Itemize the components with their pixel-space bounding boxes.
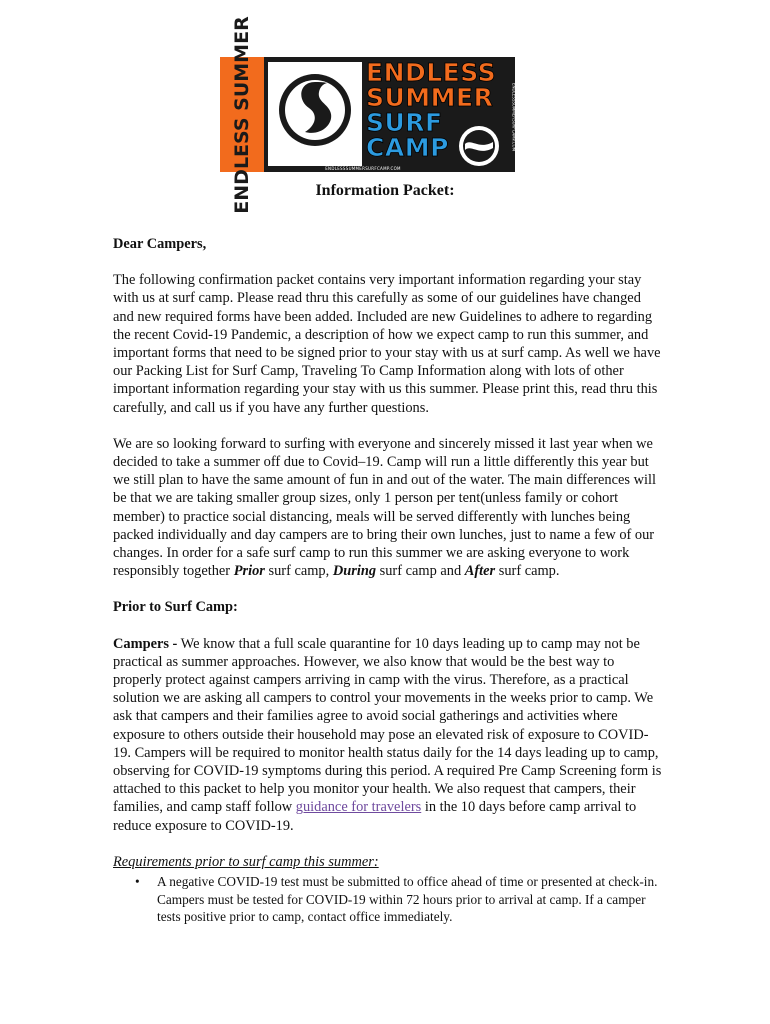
greeting: Dear Campers, [113,236,207,252]
overview-mid2: surf camp and [376,563,465,580]
campers-paragraph [113,635,663,835]
requirements-list [113,873,663,926]
requirement-text: A negative COVID-19 test must be submitted to office ahead of time or presented at check-in. Campers must be tested for COVID-19 within 72 hours prior to arrival at camp. If a camper tests positive prior to camp, contact office immediately. [157,874,658,925]
logo-url: ENDLESSSUMMERSURFCAMP.COM [325,166,401,171]
overview-mid: surf camp, [264,563,333,580]
section-heading: Prior to Surf Camp: [113,599,238,616]
overview-text: We are so looking forward to surfing with everyone and sincerely missed it last year when we decided to take a summer off due to Covid–19. Camp will run a little differently this year but we still plan to have the same amount of fun in and out of the water. The main differences will be that we are taking smaller group sizes, only 1 person per tent(unless family or cohort member) to practice social distancing, meals will be served differently with lunches being packed individually and day campers are to bring their own lunches, just to name a few of our changes. In order for a safe surf camp to run this summer we are asking everyone to work responsibly together [113,435,656,580]
logo-emblem-panel [268,62,401,171]
campers-end: in the 10 days before camp arrival to reduce exposure to COVID-19. [113,799,637,834]
document-body [113,235,663,926]
page-title: Information Packet: [315,182,455,199]
small-wave-emblem-icon [457,124,501,168]
list-item [135,873,663,926]
bullet-icon: • [135,874,140,890]
after-emphasis: After [464,563,496,580]
overview-paragraph [113,435,663,581]
logo-vertical-text: ENDLESS SUMMER [231,15,253,214]
intro-paragraph: The following confirmation packet contains very important information regarding your stay with us at surf camp. Please read thru this carefully as some of our guidelines have changed and new required forms have been added. Included are new Guidelines to adhere to regarding the recent Covid-19 Pandemic, a description of how we expect camp to run this summer, and important forms that need to be signed prior to your stay with us at surf camp. As well we have our Packing List for Surf Camp, Traveling To Camp Information along with lots of other important information regarding your stay with us this summer. Please print this, read thru this carefully, and call us if you have any further questions. [113,272,661,416]
logo-word-surf: SURF [366,108,443,137]
campers-text: We know that a full scale quarantine for 10 days leading up to camp may not be practical as summer approaches. However, we also know that would be the best way to properly protect against campers arriving in camp with the virus. Therefore, as a practical solution we are asking all campers to control your movements in the weeks prior to camp. We ask that campers and their families agree to avoid social gatherings and activities where exposure to others outside their household may pose an elevated risk of exposure to COVID-19. Campers will be required to monitor health status daily for the 14 days leading up to camp, observing for COVID-19 symptoms during this period. A required Pre Camp Screening form is attached to this packet to help you monitor your health. We also request that campers, their families, and camp staff follow [113,635,662,816]
logo-side-url-text: ENDLESSSUMMERSURFCAMP.COM [511,82,517,152]
logo-word-summer: SUMMER [366,83,494,112]
surf-wave-emblem-icon [275,70,355,150]
logo-vertical-band [220,15,264,214]
campers-label: Campers - [113,635,178,652]
logo-word-camp: CAMP [366,133,449,162]
logo-side-url [511,67,517,167]
prior-emphasis: Prior [233,563,265,580]
requirements-heading: Requirements prior to surf camp this summer: [113,853,379,870]
overview-end: surf camp. [495,563,560,580]
during-emphasis: During [332,563,377,580]
logo-word-endless: ENDLESS [366,58,497,87]
guidance-for-travelers-link[interactable]: guidance for travelers [295,799,422,816]
